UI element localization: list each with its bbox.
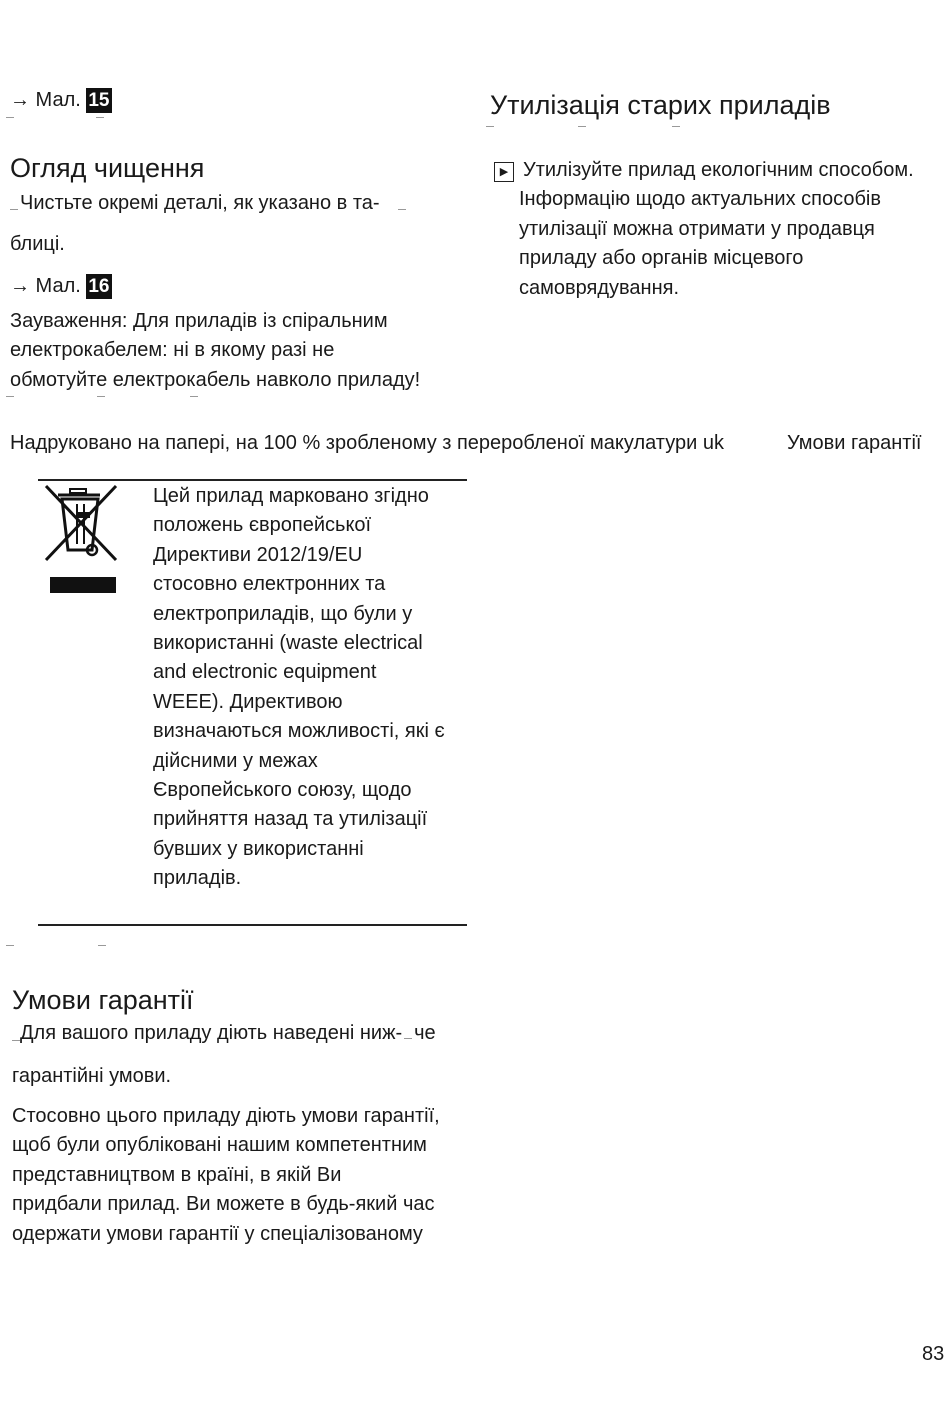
weee-bottom-rule	[38, 924, 467, 926]
cleaning-text-line2: блиці.	[10, 233, 65, 255]
disposal-line: приладу або органів місцевого	[519, 247, 804, 270]
mark-tick	[10, 209, 18, 210]
weee-line: Цей прилад марковано згідно	[153, 485, 429, 507]
mark-tick	[398, 209, 406, 210]
figure-ref-prefix: → Мал.	[10, 89, 81, 111]
cleaning-text-line1: Чистьте окремі деталі, як указано в та-	[20, 192, 380, 214]
mark-tick	[6, 945, 14, 946]
disposal-paragraph-cont	[519, 185, 881, 303]
weee-line: бувших у використанні	[153, 837, 364, 860]
mark-tick	[12, 1040, 20, 1041]
weee-bin-icon	[40, 484, 122, 596]
page-number: 83	[922, 1343, 945, 1365]
weee-line: Директиви 2012/19/EU	[153, 543, 363, 566]
weee-line: дійсними у межах	[153, 749, 318, 772]
weee-line: стосовно електронних та	[153, 573, 386, 596]
weee-line: визначаються можливості, які є	[153, 720, 445, 743]
warranty-intro-text: Для вашого приладу діють наведені ниж-	[20, 1022, 403, 1044]
warranty-intro-line2: гарантійні умови.	[12, 1065, 172, 1087]
mark-tick	[96, 117, 104, 118]
running-section-label: Умови гарантії	[787, 432, 922, 454]
disposal-paragraph	[494, 156, 914, 185]
weee-top-rule	[38, 479, 467, 481]
weee-line: положень європейської	[153, 514, 372, 537]
weee-line: Європейського союзу, щодо	[153, 778, 412, 801]
warranty-line: придбали прилад. Ви можете в будь-який час	[12, 1193, 435, 1216]
weee-line: and electronic equipment	[153, 661, 377, 684]
mark-tick	[486, 126, 494, 127]
printed-on-recycled-paper-note: Надруковано на папері, на 100 % зробленому з переробленої макулатури uk	[10, 432, 724, 454]
disposal-line: утилізації можна отримати у продавця	[519, 217, 875, 240]
play-step-icon: ▶	[494, 162, 514, 182]
disposal-first-line: Утилізуйте прилад екологічним способом.	[523, 159, 914, 181]
figure-number-badge: 15	[88, 90, 110, 112]
note-line: Зауваження: Для приладів із спіральним	[10, 310, 388, 332]
mark-tick	[190, 396, 198, 397]
warranty-line: представництвом в країні, в якій Ви	[12, 1163, 342, 1186]
hyphen-mark	[404, 1038, 412, 1039]
weee-line: електроприладів, що були у	[153, 602, 413, 625]
warranty-intro-tail: че	[414, 1022, 436, 1044]
weee-line: приладів.	[153, 867, 242, 890]
figure-ref-prefix: → Мал.	[10, 275, 81, 297]
figure-number-badge: 16	[88, 276, 110, 298]
disposal-line: Інформацію щодо актуальних способів	[519, 188, 881, 211]
disposal-line	[494, 156, 914, 185]
note-line: електрокабелем: ні в якому разі не	[10, 339, 335, 362]
weee-line: WEEE). Директивою	[153, 690, 343, 713]
mark-tick	[578, 126, 586, 127]
warranty-line: щоб були опубліковані нашим компетентним	[12, 1134, 427, 1157]
weee-line: використанні (waste electrical	[153, 631, 423, 654]
mark-tick	[98, 945, 106, 946]
warranty-line: одержати умови гарантії у спеціалізованому	[12, 1222, 423, 1245]
mark-tick	[97, 396, 105, 397]
heading-disposal: Утилізація старих приладів	[490, 90, 831, 120]
figure-ref-15	[10, 86, 112, 115]
weee-text	[153, 482, 445, 893]
note-line: обмотуйте електрокабель навколо приладу!	[10, 368, 421, 391]
note-paragraph	[10, 307, 420, 395]
figure-ref-16	[10, 272, 112, 301]
weee-line: прийняття назад та утилізації	[153, 808, 428, 831]
mark-tick	[6, 396, 14, 397]
heading-warranty: Умови гарантії	[12, 985, 194, 1015]
warranty-line: Стосовно цього приладу діють умови гарантії,	[12, 1105, 440, 1127]
mark-tick	[6, 117, 14, 118]
warranty-intro-line1	[20, 1019, 436, 1048]
disposal-line: самоврядування.	[519, 276, 680, 299]
warranty-body	[12, 1102, 440, 1249]
heading-cleaning: Огляд чищення	[10, 153, 205, 183]
mark-tick	[672, 126, 680, 127]
